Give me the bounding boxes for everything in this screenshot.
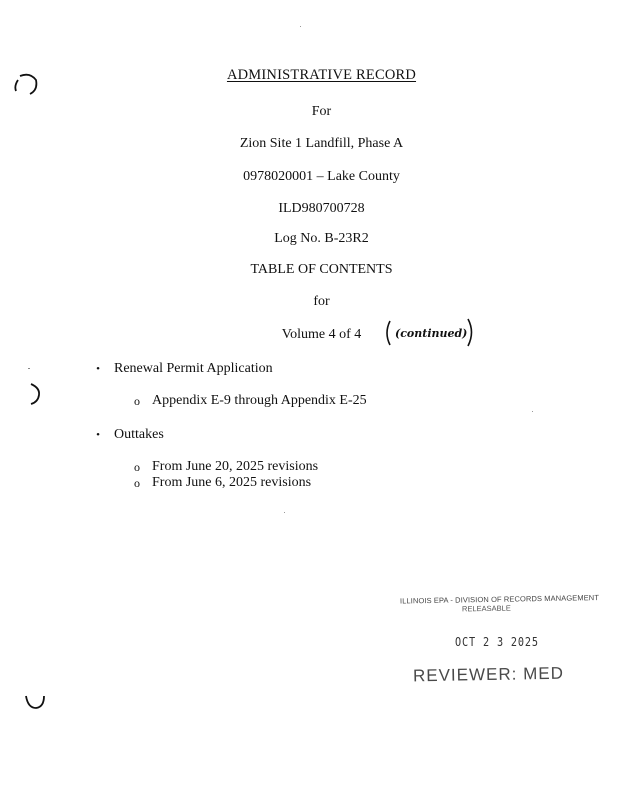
document-title: ADMINISTRATIVE RECORD bbox=[226, 67, 417, 83]
for-label-lower: for bbox=[313, 294, 330, 309]
site-id-county: 0978020001 – Lake County bbox=[243, 169, 400, 184]
stamp-division-line: ILLINOIS EPA - DIVISION OF RECORDS MANAGEMENT bbox=[399, 593, 600, 606]
volume-label: Volume 4 of 4 bbox=[281, 327, 362, 342]
punch-hole-mark-middle bbox=[28, 382, 44, 406]
sub-bullet-icon: o bbox=[134, 460, 140, 474]
list-item-outtakes: Outtakes bbox=[114, 427, 164, 442]
list-item-renewal-permit-application: Renewal Permit Application bbox=[114, 361, 273, 376]
stamp-date: OCT 2 3 2025 bbox=[455, 635, 539, 649]
stamp-reviewer: REVIEWER: MED bbox=[412, 663, 565, 686]
toc-heading: TABLE OF CONTENTS bbox=[250, 262, 393, 277]
bullet-icon: • bbox=[96, 429, 100, 441]
sub-item-appendix-range: Appendix E-9 through Appendix E-25 bbox=[152, 393, 367, 408]
punch-hole-mark-bottom bbox=[22, 690, 48, 714]
sub-bullet-icon: o bbox=[134, 476, 140, 490]
sub-bullet-icon: o bbox=[134, 394, 140, 408]
sub-item-june-6-revisions: From June 6, 2025 revisions bbox=[152, 475, 312, 490]
log-number: Log No. B-23R2 bbox=[274, 231, 369, 246]
handwritten-continued-note bbox=[384, 318, 474, 348]
scan-speck bbox=[28, 368, 30, 369]
scan-speck bbox=[532, 411, 533, 412]
stamp-releasable-line: RELEASABLE bbox=[461, 603, 511, 614]
sub-item-june-20-revisions: From June 20, 2025 revisions bbox=[152, 459, 319, 474]
for-label: For bbox=[311, 104, 332, 119]
site-name: Zion Site 1 Landfill, Phase A bbox=[239, 136, 404, 151]
epa-id: ILD980700728 bbox=[278, 201, 365, 216]
scan-speck bbox=[284, 512, 285, 513]
bullet-icon: • bbox=[96, 363, 100, 375]
scan-speck bbox=[300, 26, 301, 27]
handwritten-continued-text: (continued) bbox=[395, 327, 468, 340]
